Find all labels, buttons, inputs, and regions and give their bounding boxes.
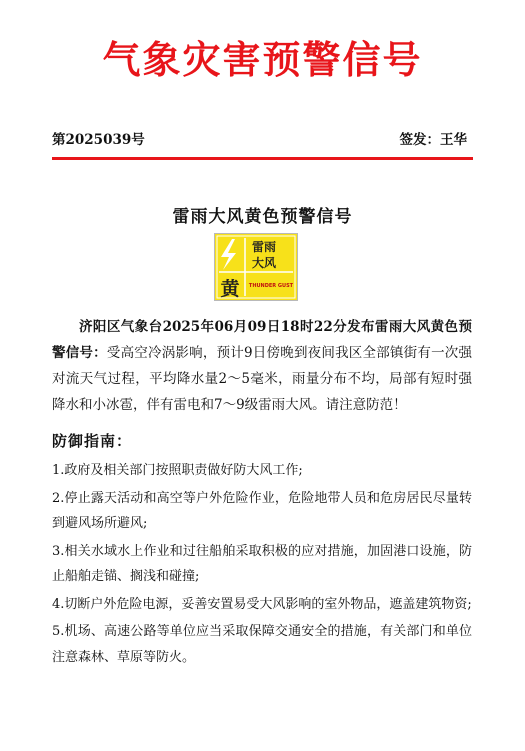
list-item: 5.机场、高速公路等单位应当采取保障交通安全的措施，有关部门和单位注意森林、草原等防火。 [52,624,472,665]
red-divider [52,157,473,160]
defense-guide-list [52,458,472,672]
defense-guide-heading: 防御指南： [52,432,133,450]
list-item: 3.相关水域水上作业和过往船舶采取积极的应对措施，加固港口设施，防止船舶走锚、搁浅和碰撞; [52,543,472,584]
warning-lead-bold: 济阳区气象台2025年06月09日18时22分发布雷雨大风黄色预警信号： [52,319,472,361]
list-item: 2.停止露天活动和高空等户外危险作业，危险地带人员和危房居民尽量转到避风场所避风; [52,490,472,531]
icon-char-top: 雷雨 [251,240,277,254]
list-item: 4.切断户外危险电源，妥善安置易受大风影响的室外物品，遮盖建筑物资; [52,596,472,612]
list-item: 1.政府及相关部门按照职责做好防大风工作; [52,463,303,478]
document-header-title: 气象灾害预警信号 [102,37,423,82]
icon-label-en: THUNDER GUST [248,283,294,289]
icon-char-mid: 大风 [251,256,277,270]
thunderstorm-gale-yellow-signal-icon [214,233,298,301]
warning-lead-paragraph [52,314,472,418]
warning-title: 雷雨大风黄色预警信号 [172,207,353,227]
warning-lead-body: 受高空冷涡影响，预计9日傍晚到夜间我区全部镇街有一次强对流天气过程，平均降水量2～5毫米，雨量分布不均，局部有短时强降水和小冰雹，伴有雷电和7～9级雷雨大风。请注意防范！ [52,345,472,413]
document-number: 第2025039号 [52,132,145,148]
icon-char-big: 黄 [220,278,240,300]
document-meta-row [52,128,473,148]
signer-label: 签发：王华 [399,132,467,148]
